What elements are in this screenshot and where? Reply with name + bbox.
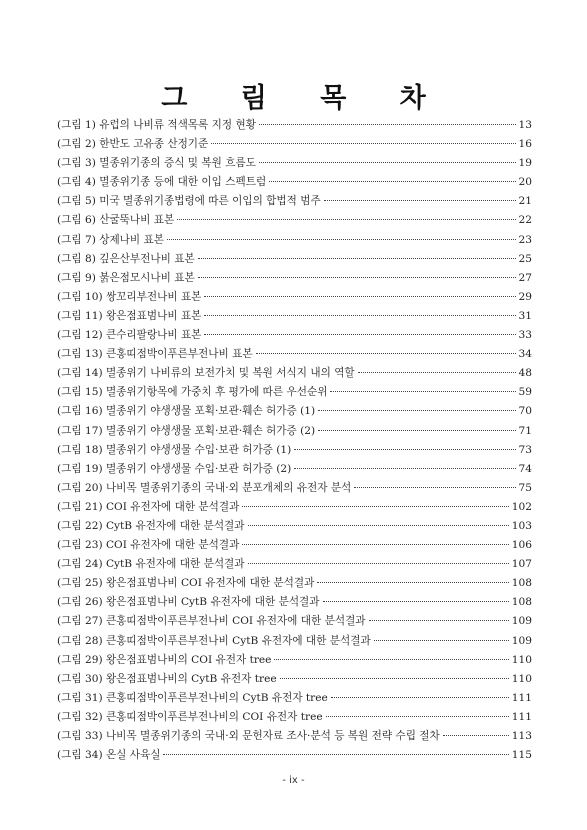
toc-entry[interactable] [57, 574, 532, 593]
toc-entry[interactable] [57, 536, 532, 555]
dot-leader [330, 391, 515, 392]
toc-entry-page: 108 [511, 577, 532, 590]
toc-entry[interactable] [57, 632, 532, 651]
toc-entry[interactable] [57, 364, 532, 383]
toc-entry[interactable] [57, 173, 532, 192]
toc-entry-page: 22 [518, 214, 532, 227]
toc-entry-label: (그림 5) 미국 멸종위기종법령에 따른 이입의 합법적 범주 [57, 195, 321, 208]
toc-entry[interactable] [57, 670, 532, 689]
toc-entry-label: (그림 3) 멸종위기종의 증식 및 복원 흐름도 [57, 157, 256, 170]
toc-entry[interactable] [57, 651, 532, 670]
dot-leader [374, 640, 509, 641]
toc-entry-label: (그림 7) 상제나비 표본 [57, 233, 164, 246]
toc-entry-page: 33 [518, 329, 532, 342]
toc-entry[interactable] [57, 135, 532, 154]
toc-entry[interactable] [57, 422, 532, 441]
toc-entry-page: 110 [511, 672, 532, 685]
toc-entry-label: (그림 20) 나비목 멸종위기종의 국내·외 분포개체의 유전자 분석 [57, 481, 352, 494]
dot-leader [204, 334, 515, 335]
toc-entry-page: 109 [511, 615, 532, 628]
toc-entry-page: 59 [518, 386, 532, 399]
toc-entry-page: 27 [518, 271, 532, 284]
toc-entry[interactable] [57, 211, 532, 230]
toc-entry-page: 31 [518, 309, 532, 322]
toc-entry-page: 75 [518, 481, 532, 494]
dot-leader [167, 239, 516, 240]
dot-leader [369, 620, 509, 621]
toc-entry-page: 106 [511, 539, 532, 552]
toc-entry-page: 13 [518, 119, 532, 131]
toc-entry-label: (그림 33) 나비목 멸종위기종의 국내·외 문헌자료 조사·분석 등 복원 전략 수립 절차 [57, 730, 440, 742]
toc-entry[interactable] [57, 441, 532, 460]
toc-entry-label: (그림 14) 멸종위기 나비류의 보전가치 및 복원 서식지 내의 역할 [57, 367, 355, 380]
dot-leader [242, 544, 508, 545]
page-title: 그 림 목 차 [161, 83, 448, 114]
toc-entry-page: 70 [518, 405, 532, 418]
toc-entry-label: (그림 12) 큰수리팔랑나비 표본 [57, 329, 202, 342]
toc-entry[interactable] [57, 288, 532, 307]
toc-entry[interactable] [57, 402, 532, 421]
toc-entry[interactable] [57, 727, 532, 746]
toc-entry-label: (그림 22) CytB 유전자에 대한 분석결과 [57, 519, 245, 532]
toc-entry[interactable] [57, 498, 532, 517]
toc-entry[interactable] [57, 746, 532, 765]
toc-entry[interactable] [57, 231, 532, 250]
toc-entry-page: 25 [518, 252, 532, 265]
toc-entry-page: 108 [511, 596, 532, 609]
toc-entry-label: (그림 15) 멸종위기항목에 가중치 후 평가에 따른 우선순위 [57, 386, 328, 399]
toc-entry-label: (그림 17) 멸종위기 야생생물 포획·보관·훼손 허가증 (2) [57, 424, 316, 437]
dot-leader [177, 219, 515, 220]
toc-entry-label: (그림 27) 큰홍띠점박이푸른부전나비 COI 유전자에 대한 분석결과 [57, 615, 366, 628]
toc-entry-page: 102 [511, 500, 532, 513]
toc-entry-page: 111 [511, 691, 532, 704]
toc-entry-label: (그림 30) 왕은점표범나비의 CytB 유전자 tree [57, 672, 277, 685]
dot-leader [211, 143, 515, 144]
toc-entry-label: (그림 21) COI 유전자에 대한 분석결과 [57, 500, 240, 513]
toc-entry-label: (그림 8) 깊은산부전나비 표본 [57, 252, 195, 265]
toc-entry-page: 74 [518, 462, 532, 475]
toc-entry-page: 73 [518, 443, 532, 456]
toc-entry-label: (그림 18) 멸종위기 야생생물 수입·보관 허가증 (1) [57, 443, 292, 456]
toc-entry[interactable] [57, 307, 532, 326]
toc-entry-label: (그림 2) 한반도 고유종 산정기준 [57, 138, 209, 151]
toc-entry-label: (그림 28) 큰홍띠점박이푸른부전나비 CytB 유전자에 대한 분석결과 [57, 634, 371, 647]
dot-leader [204, 315, 515, 316]
toc-entry-page: 111 [511, 710, 532, 723]
toc-entry[interactable] [57, 192, 532, 211]
dot-leader [259, 124, 516, 125]
dot-leader [326, 716, 509, 717]
toc-entry-page: 103 [511, 519, 532, 532]
dot-leader [269, 181, 515, 182]
toc-entry[interactable] [57, 689, 532, 708]
dot-leader [280, 678, 509, 679]
dot-leader [248, 563, 509, 564]
toc-entry-label: (그림 13) 큰홍띠점박이푸른부전나비 표본 [57, 348, 253, 361]
toc-entry-page: 34 [518, 348, 532, 361]
toc-entry[interactable] [57, 479, 532, 498]
dot-leader [318, 410, 515, 411]
toc-entry-page: 16 [518, 138, 532, 151]
toc-entry[interactable] [57, 326, 532, 345]
toc-entry[interactable] [57, 250, 532, 269]
toc-entry-page: 19 [518, 157, 532, 170]
toc-entry[interactable] [57, 708, 532, 727]
toc-entry[interactable] [57, 154, 532, 173]
dot-leader [331, 697, 509, 698]
toc-entry-page: 21 [518, 195, 532, 208]
toc-entry-label: (그림 10) 쌍꼬리부전나비 표본 [57, 290, 202, 303]
toc-entry-label: (그림 4) 멸종위기종 등에 대한 이입 스펙트럼 [57, 176, 267, 189]
toc-entry-label: (그림 31) 큰홍띠점박이푸른부전나비의 CytB 유전자 tree [57, 691, 328, 704]
toc-entry-page: 29 [518, 290, 532, 303]
toc-entry[interactable] [57, 593, 532, 612]
toc-entry-label: (그림 29) 왕은점표범나비의 COI 유전자 tree [57, 653, 272, 666]
page-number: - ix - [282, 775, 305, 786]
figure-list [57, 116, 532, 765]
toc-entry-page: 115 [511, 749, 532, 762]
dot-leader [256, 353, 516, 354]
toc-entry-label: (그림 9) 붉은점모시나비 표본 [57, 271, 195, 284]
toc-entry-label: (그림 34) 온실 사육실 [57, 749, 161, 762]
toc-entry[interactable] [57, 555, 532, 574]
dot-leader [317, 582, 508, 583]
toc-entry[interactable] [57, 612, 532, 631]
toc-entry[interactable] [57, 517, 532, 536]
toc-entry-label: (그림 24) CytB 유전자에 대한 분석결과 [57, 558, 245, 571]
dot-leader [198, 277, 516, 278]
dot-leader [294, 468, 515, 469]
toc-entry[interactable] [57, 269, 532, 288]
toc-entry-label: (그림 23) COI 유전자에 대한 분석결과 [57, 539, 240, 552]
toc-entry[interactable] [57, 460, 532, 479]
toc-entry-label: (그림 25) 왕은점표범나비 COI 유전자에 대한 분석결과 [57, 577, 315, 590]
dot-leader [204, 296, 515, 297]
toc-entry-page: 23 [518, 233, 532, 246]
toc-entry-label: (그림 19) 멸종위기 야생생물 수입·보관 허가증 (2) [57, 462, 292, 475]
toc-entry-label: (그림 16) 멸종위기 야생생물 포획·보관·훼손 허가증 (1) [57, 405, 316, 418]
dot-leader [358, 372, 516, 373]
dot-leader [163, 754, 508, 755]
dot-leader [324, 200, 516, 201]
toc-entry-label: (그림 32) 큰홍띠점박이푸른부전나비의 COI 유전자 tree [57, 710, 323, 723]
toc-entry-page: 109 [511, 634, 532, 647]
toc-entry-label: (그림 26) 왕은점표범나비 CytB 유전자에 대한 분석결과 [57, 596, 320, 609]
toc-entry-page: 48 [518, 367, 532, 380]
toc-entry[interactable] [57, 345, 532, 364]
toc-entry-page: 110 [511, 653, 532, 666]
toc-entry-page: 20 [518, 176, 532, 189]
dot-leader [443, 735, 509, 736]
toc-entry-page: 107 [511, 558, 532, 571]
dot-leader [198, 258, 516, 259]
toc-entry-page: 113 [511, 730, 532, 742]
dot-leader [242, 506, 508, 507]
dot-leader [248, 525, 509, 526]
toc-entry[interactable] [57, 383, 532, 402]
dot-leader [259, 162, 516, 163]
toc-entry-label: (그림 1) 유럽의 나비류 적색목록 지정 현황 [57, 119, 256, 131]
dot-leader [274, 659, 508, 660]
dot-leader [294, 449, 515, 450]
toc-entry-label: (그림 11) 왕은점표범나비 표본 [57, 309, 202, 322]
toc-entry[interactable] [57, 116, 532, 135]
dot-leader [318, 430, 515, 431]
toc-entry-label: (그림 6) 산굴뚝나비 표본 [57, 214, 175, 227]
toc-entry-page: 71 [518, 424, 532, 437]
dot-leader [354, 487, 515, 488]
dot-leader [323, 601, 509, 602]
